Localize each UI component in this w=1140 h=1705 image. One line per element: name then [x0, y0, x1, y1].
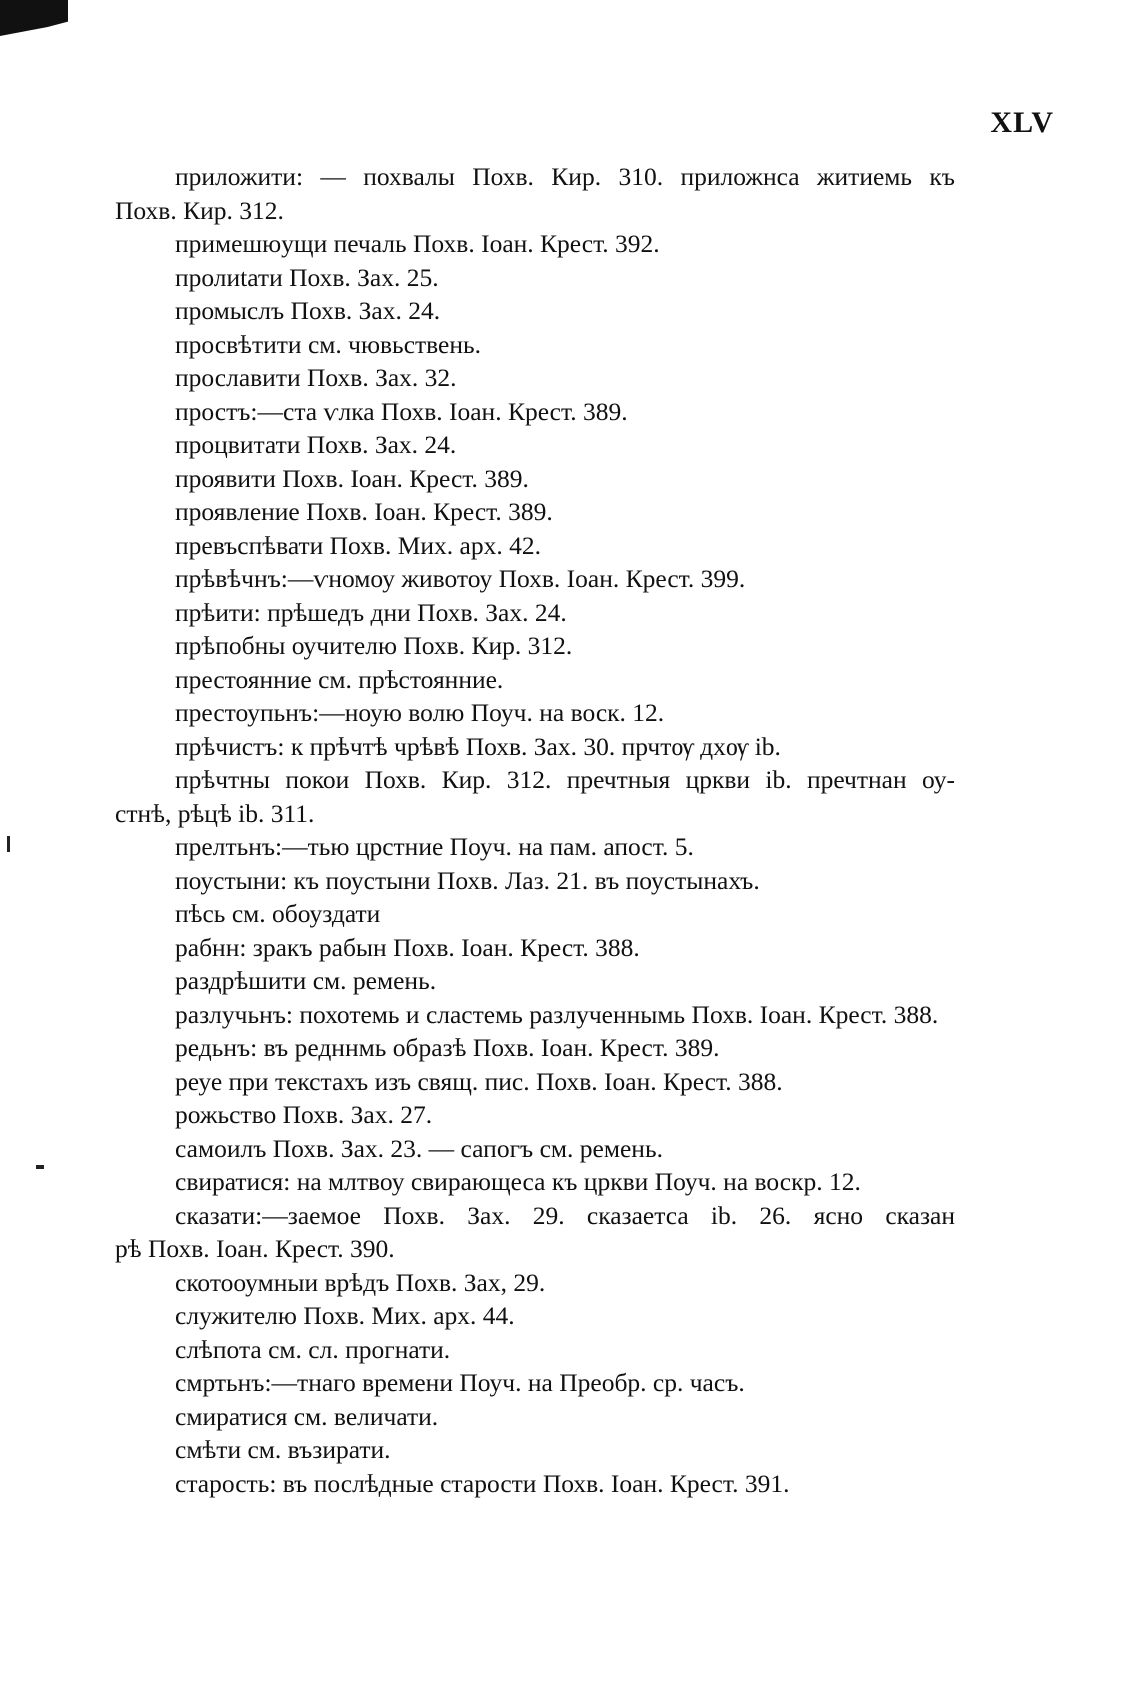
entry-line: раздрѣшити см. ремень.: [175, 966, 437, 995]
entry-line: престоянние см. прѣстоянние.: [175, 664, 504, 694]
entry-line: свиратися: на млтвоу свирающеса къ цркви Поуч. на воскр. 12.: [175, 1167, 861, 1196]
index-entry: [115, 428, 955, 462]
entry-line: прѣвѣчнъ:—ѵномоу животоу Похв. Іоан. Крест. 399.: [175, 564, 746, 593]
index-entry: [115, 629, 955, 663]
index-entry: [115, 830, 955, 864]
entry-line: проявление Похв. Іоан. Крест. 389.: [175, 497, 553, 526]
entry-line: престоупьнъ:—ноую волю Поуч. на воск. 12.: [175, 698, 665, 727]
entry-line: самоилъ Похв. Зах. 23. — сапогъ см. ремень.: [175, 1133, 663, 1163]
entry-line: сказати:—заемое Похв. Зах. 29. сказаетса ib. 26. ясно сказан: [175, 1200, 955, 1230]
index-entry: [115, 1333, 955, 1367]
entry-continuation-line: стнѣ, рѣцѣ ib. 311.: [115, 798, 315, 828]
entry-line: рожьство Похв. Зах. 27.: [175, 1100, 433, 1129]
index-entry: [115, 261, 955, 295]
entry-line: приложити: — похвалы Похв. Кир. 310. приложнса житиемь къ: [175, 162, 955, 191]
entry-line: прѣпобны оучителю Похв. Кир. 312.: [175, 631, 573, 660]
page-number: XLV: [990, 106, 1054, 139]
margin-dot: [36, 1165, 44, 1169]
entry-line: прѣчистъ: к прѣчтѣ чрѣвѣ Похв. Зах. 30. прчтѹ дхѹ ib.: [175, 731, 781, 761]
index-entry: [115, 596, 955, 630]
entry-line: поустыни: къ поустыни Похв. Лаз. 21. въ поустынахъ.: [175, 865, 760, 895]
entry-line: скотооумныи врѣдъ Похв. Зах, 29.: [175, 1267, 546, 1297]
index-entry: [115, 1065, 955, 1099]
index-entry: [115, 294, 955, 328]
entry-line: служителю Похв. Мих. арх. 44.: [175, 1301, 515, 1330]
entry-line: процвитати Похв. Зах. 24.: [175, 430, 457, 459]
entry-line: промыслъ Похв. Зах. 24.: [175, 296, 441, 325]
entry-line: разлучьнъ: похотемь и сластемь разлученнымь Похв. Іоан. Крест. 388.: [175, 999, 939, 1029]
index-entry: [115, 696, 955, 730]
index-entry: [115, 1031, 955, 1065]
entry-line: редьнъ: въ редннмь образѣ Похв. Іоан. Крест. 389.: [175, 1033, 720, 1062]
index-entry: [115, 864, 955, 898]
index-entry: [115, 730, 955, 764]
index-entry: [115, 1467, 955, 1501]
entry-line: смртьнъ:—тнаго времени Поуч. на Преобр. ср. часъ.: [175, 1368, 745, 1397]
entry-line: старость: въ послѣдные старости Похв. Іоан. Крест. 391.: [175, 1468, 790, 1498]
index-entry: [115, 395, 955, 429]
entry-line: реуе при текстахъ изъ свящ. пис. Похв. Іоан. Крест. 388.: [175, 1066, 783, 1096]
entry-line: прѣити: прѣшедъ дни Похв. Зах. 24.: [175, 597, 567, 627]
index-entry: [115, 931, 955, 965]
entry-line: превъспѣвати Похв. Мих. арх. 42.: [175, 530, 541, 560]
index-entry: [115, 998, 955, 1032]
index-entry: [115, 1266, 955, 1300]
index-entry: [115, 1132, 955, 1166]
entry-line: пѣсь см. обоуздати: [175, 899, 381, 928]
entry-line: прославити Похв. Зах. 32.: [175, 363, 457, 392]
index-entry: [115, 1433, 955, 1467]
entry-line: пролиtати Похв. Зах. 25.: [175, 262, 439, 292]
index-entry: [115, 1165, 955, 1199]
index-entry: [115, 897, 955, 931]
index-entry: [115, 462, 955, 496]
entry-line: прелтьнъ:—тью црстние Поуч. на пам. апост. 5.: [175, 832, 694, 861]
scan-corner-mark: [0, 0, 68, 36]
entry-line: проявити Похв. Іоан. Крест. 389.: [175, 463, 529, 493]
entry-line: рабнн: зракъ рабын Похв. Іоан. Крест. 388.: [175, 932, 640, 962]
entry-line: прѣчтны покои Похв. Кир. 312. пречтныя цркви ib. пречтнан оу-: [175, 765, 955, 794]
index-entry: [115, 227, 955, 261]
index-entry: [115, 1400, 955, 1434]
entry-line: слѣпота см. сл. прогнати.: [175, 1334, 451, 1364]
index-entry: [115, 328, 955, 362]
entry-line: просвѣтити см. чювьствень.: [175, 329, 482, 359]
index-entry: [115, 495, 955, 529]
entry-line: смѣти см. възирати.: [175, 1435, 391, 1464]
index-entry: [115, 763, 955, 830]
entry-line: смиратися см. величати.: [175, 1401, 439, 1431]
index-entries: [115, 160, 955, 1500]
entry-continuation-line: рѣ Похв. Іоан. Крест. 390.: [115, 1234, 395, 1263]
index-entry: [115, 1098, 955, 1132]
entry-continuation-line: Похв. Кир. 312.: [115, 195, 284, 225]
entry-line: простъ:—ста ѵлка Похв. Іоан. Крест. 389.: [175, 396, 628, 426]
index-entry: [115, 529, 955, 563]
index-entry: [115, 361, 955, 395]
index-entry: [115, 964, 955, 998]
index-entry: [115, 1299, 955, 1333]
index-entry: [115, 562, 955, 596]
margin-tick: [7, 836, 10, 852]
index-entry: [115, 1199, 955, 1266]
entry-line: примешюущи печаль Похв. Іоан. Крест. 392.: [175, 229, 660, 258]
index-entry: [115, 663, 955, 697]
index-entry: [115, 160, 955, 227]
index-entry: [115, 1366, 955, 1400]
